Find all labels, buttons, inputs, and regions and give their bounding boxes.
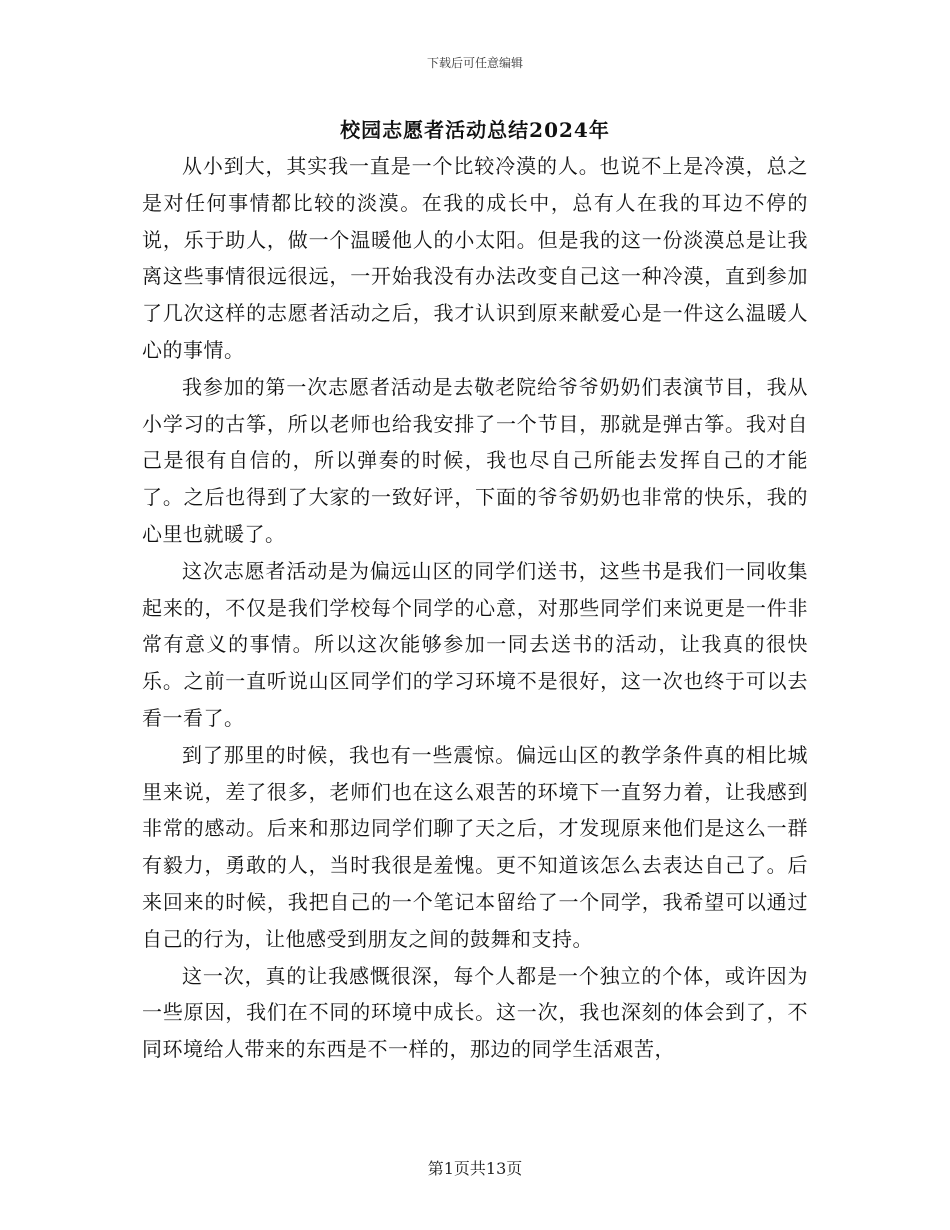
page-number: 第1页共13页	[427, 1159, 523, 1178]
paragraph: 到了那里的时候，我也有一些震惊。偏远山区的教学条件真的相比城里来说，差了很多，老师们也在这么艰苦的环境下一直努力着，让我感到非常的感动。后来和那边同学们聊了天之后，才发现原来他们是这么一群有毅力，勇敢的人，当时我很是羞愧。更不知道该怎么去表达自己了。后来回来的时候，我把自己的一个笔记本留给了一个同学，我希望可以通过自己的行为，让他感受到朋友之间的鼓舞和支持。	[142, 742, 808, 951]
paragraph: 这一次，真的让我感慨很深，每个人都是一个独立的个体，或许因为一些原因，我们在不同的环境中成长。这一次，我也深刻的体会到了，不同环境给人带来的东西是不一样的，那边的同学生活艰苦，	[142, 963, 808, 1062]
document-title: 校园志愿者活动总结2024年	[340, 118, 610, 142]
paragraph: 从小到大，其实我一直是一个比较冷漠的人。也说不上是冷漠，总之是对任何事情都比较的淡漠。在我的成长中，总有人在我的耳边不停的说，乐于助人，做一个温暖他人的小太阳。但是我的这一份淡漠总是让我离这些事情很远很远，一开始我没有办法改变自己这一种冷漠，直到参加了几次这样的志愿者活动之后，我才认识到原来献爱心是一件这么温暖人心的事情。	[142, 154, 808, 362]
header-note: 下载后可任意编辑	[426, 56, 523, 70]
paragraph: 我参加的第一次志愿者活动是去敬老院给爷爷奶奶们表演节目，我从小学习的古筝，所以老师也给我安排了一个节目，那就是弹古筝。我对自己是很有自信的，所以弹奏的时候，我也尽自己所能去发挥自己的才能了。之后也得到了大家的一致好评，下面的爷爷奶奶也非常的快乐，我的心里也就暖了。	[142, 374, 808, 546]
paragraph: 这次志愿者活动是为偏远山区的同学们送书，这些书是我们一同收集起来的，不仅是我们学校每个同学的心意，对那些同学们来说更是一件非常有意义的事情。所以这次能够参加一同去送书的活动，让我真的很快乐。之前一直听说山区同学们的学习环境不是很好，这一次也终于可以去看一看了。	[142, 558, 808, 730]
document-body	[142, 148, 808, 1068]
